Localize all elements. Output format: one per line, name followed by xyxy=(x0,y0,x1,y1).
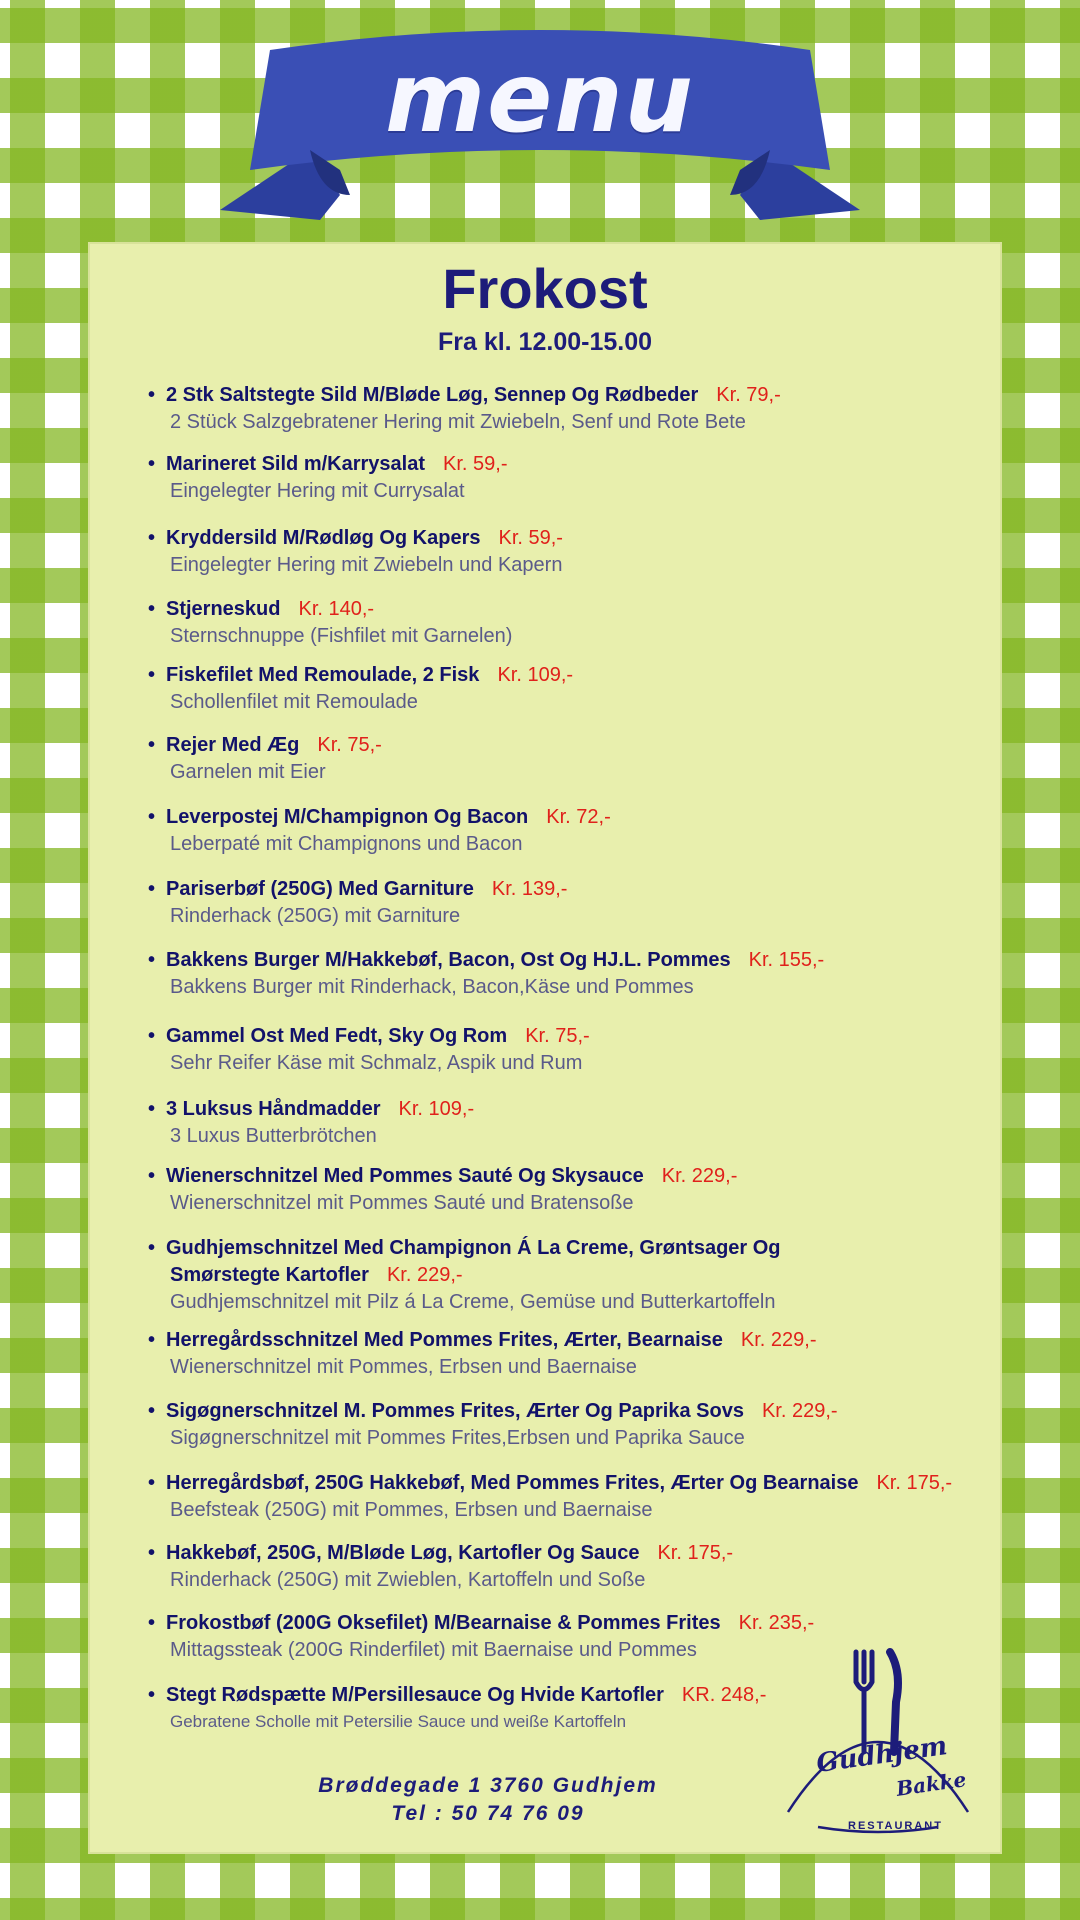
dish-price: Kr. 229,- xyxy=(386,1264,463,1286)
dish-translation: Sternschnuppe (Fishfilet mit Garnelen) xyxy=(170,625,513,647)
dish-translation: Sigøgnerschnitzel mit Pommes Frites,Erbsen und Paprika Sauce xyxy=(170,1427,745,1449)
menu-title: menu xyxy=(385,42,695,154)
dish-name: Kryddersild M/Rødløg Og Kapers xyxy=(166,527,481,549)
dish-price: Kr. 155,- xyxy=(748,949,825,971)
menu-item xyxy=(148,382,978,435)
dish-price: Kr. 175,- xyxy=(657,1542,734,1564)
dish-price: Kr. 109,- xyxy=(497,664,574,686)
dish-name: Bakkens Burger M/Hakkebøf, Bacon, Ost Og HJ.L. Pommes xyxy=(166,949,731,971)
menu-banner xyxy=(200,20,880,240)
menu-item-title xyxy=(148,876,978,903)
menu-item xyxy=(148,596,978,649)
dish-translation: Schollenfilet mit Remoulade xyxy=(170,691,418,713)
dish-translation: Wienerschnitzel mit Pommes, Erbsen und Baernaise xyxy=(170,1356,637,1378)
dish-name: Stjerneskud xyxy=(166,598,281,620)
dish-price: KR. 248,- xyxy=(681,1684,767,1706)
logo-tagline: RESTAURANT xyxy=(848,1820,943,1832)
bullet-icon: • xyxy=(148,1472,156,1494)
dish-price: Kr. 139,- xyxy=(491,878,568,900)
dish-name: Herregårdsschnitzel Med Pommes Frites, Ærter, Bearnaise xyxy=(166,1329,723,1351)
bullet-icon: • xyxy=(148,598,156,620)
dish-price: Kr. 59,- xyxy=(498,527,563,549)
dish-name: Marineret Sild m/Karrysalat xyxy=(166,453,425,475)
bullet-icon: • xyxy=(148,949,156,971)
bullet-icon: • xyxy=(148,1237,156,1259)
menu-item xyxy=(148,876,978,929)
bullet-icon: • xyxy=(148,384,156,406)
menu-item xyxy=(148,947,978,1000)
menu-item xyxy=(148,525,978,578)
bullet-icon: • xyxy=(148,527,156,549)
dish-name: Leverpostej M/Champignon Og Bacon xyxy=(166,806,529,828)
menu-item-title xyxy=(148,1023,978,1050)
menu-item-title xyxy=(148,732,978,759)
page-title: Frokost xyxy=(442,257,648,320)
dish-price: Kr. 79,- xyxy=(716,384,781,406)
dish-name: Sigøgnerschnitzel M. Pommes Frites, Ærter Og Paprika Sovs xyxy=(166,1400,744,1422)
menu-item xyxy=(148,1540,978,1593)
dish-translation: Wienerschnitzel mit Pommes Sauté und Bratensoße xyxy=(170,1192,634,1214)
menu-item xyxy=(148,804,978,857)
dish-name: Frokostbøf (200G Oksefilet) M/Bearnaise & Pommes Frites xyxy=(166,1612,721,1634)
dish-price: Kr. 140,- xyxy=(298,598,375,620)
dish-name-continued: Smørstegte Kartofler xyxy=(170,1264,369,1286)
phone-number: Tel : 50 74 76 09 xyxy=(391,1802,585,1825)
dish-translation: Bakkens Burger mit Rinderhack, Bacon,Käse und Pommes xyxy=(170,976,694,998)
dish-name: Hakkebøf, 250G, M/Bløde Løg, Kartofler Og Sauce xyxy=(166,1542,640,1564)
dish-name: Wienerschnitzel Med Pommes Sauté Og Skysauce xyxy=(166,1165,644,1187)
dish-translation: Garnelen mit Eier xyxy=(170,761,326,783)
menu-item-title xyxy=(148,1096,978,1123)
bullet-icon: • xyxy=(148,734,156,756)
dish-name: Herregårdsbøf, 250G Hakkebøf, Med Pommes Frites, Ærter Og Bearnaise xyxy=(166,1472,859,1494)
menu-item-title xyxy=(148,451,978,478)
bullet-icon: • xyxy=(148,1684,156,1706)
bullet-icon: • xyxy=(148,1098,156,1120)
dish-name: Rejer Med Æg xyxy=(166,734,300,756)
dish-price: Kr. 75,- xyxy=(317,734,382,756)
dish-price: Kr. 72,- xyxy=(546,806,611,828)
dish-translation: Rinderhack (250G) mit Garniture xyxy=(170,905,461,927)
opening-hours: Fra kl. 12.00-15.00 xyxy=(437,328,653,356)
bullet-icon: • xyxy=(148,1329,156,1351)
menu-item xyxy=(148,1470,978,1523)
bullet-icon: • xyxy=(148,664,156,686)
bullet-icon: • xyxy=(148,806,156,828)
bullet-icon: • xyxy=(148,1400,156,1422)
address-block xyxy=(288,1772,688,1828)
dish-name: Gammel Ost Med Fedt, Sky Og Rom xyxy=(166,1025,508,1047)
bullet-icon: • xyxy=(148,1542,156,1564)
menu-item-title xyxy=(148,1235,978,1289)
logo-name-bottom: Bakke xyxy=(894,1767,968,1801)
menu-item-title xyxy=(148,382,978,409)
dish-price: Kr. 229,- xyxy=(740,1329,817,1351)
dish-translation: Sehr Reifer Käse mit Schmalz, Aspik und Rum xyxy=(170,1052,583,1074)
menu-item-title xyxy=(148,804,978,831)
menu-item-title xyxy=(148,525,978,552)
menu-item-title xyxy=(148,1163,978,1190)
menu-item-title xyxy=(148,596,978,623)
dish-translation: Beefsteak (250G) mit Pommes, Erbsen und Baernaise xyxy=(170,1499,653,1521)
bullet-icon: • xyxy=(148,878,156,900)
menu-item-title xyxy=(148,1398,978,1425)
menu-item xyxy=(148,1235,978,1315)
menu-item xyxy=(148,1023,978,1076)
menu-item-title xyxy=(148,1610,978,1637)
menu-item xyxy=(148,732,978,785)
dish-name: Pariserbøf (250G) Med Garniture xyxy=(166,878,474,900)
menu-item-title xyxy=(148,662,978,689)
dish-translation: Leberpaté mit Champignons und Bacon xyxy=(170,833,523,855)
dish-name: 3 Luksus Håndmadder xyxy=(166,1098,381,1120)
dish-translation: Eingelegter Hering mit Currysalat xyxy=(170,480,465,502)
dish-price: Kr. 109,- xyxy=(398,1098,475,1120)
dish-price: Kr. 175,- xyxy=(876,1472,953,1494)
bullet-icon: • xyxy=(148,1025,156,1047)
dish-name: 2 Stk Saltstegte Sild M/Bløde Løg, Sennep Og Rødbeder xyxy=(166,384,699,406)
menu-item xyxy=(148,1327,978,1380)
bullet-icon: • xyxy=(148,1612,156,1634)
menu-item xyxy=(148,1096,978,1149)
menu-item xyxy=(148,451,978,504)
dish-translation: Eingelegter Hering mit Zwiebeln und Kapern xyxy=(170,554,563,576)
dish-name: Stegt Rødspætte M/Persillesauce Og Hvide Kartofler xyxy=(166,1684,664,1706)
menu-item-title xyxy=(148,1540,978,1567)
dish-price: Kr. 59,- xyxy=(443,453,508,475)
dish-translation: 2 Stück Salzgebratener Hering mit Zwiebeln, Senf und Rote Bete xyxy=(170,411,746,433)
dish-name: Gudhjemschnitzel Med Champignon Á La Creme, Grøntsager Og xyxy=(166,1237,781,1259)
dish-translation: 3 Luxus Butterbrötchen xyxy=(170,1125,377,1147)
dish-price: Kr. 235,- xyxy=(738,1612,815,1634)
menu-item-title xyxy=(148,1327,978,1354)
menu-item xyxy=(148,1163,978,1216)
dish-translation: Mittagssteak (200G Rinderfilet) mit Baernaise und Pommes xyxy=(170,1639,697,1661)
dish-translation: Rinderhack (250G) mit Zwieblen, Kartoffeln und Soße xyxy=(170,1569,646,1591)
dish-price: Kr. 229,- xyxy=(761,1400,838,1422)
restaurant-logo xyxy=(778,1642,978,1842)
menu-item xyxy=(148,662,978,715)
bullet-icon: • xyxy=(148,1165,156,1187)
dish-translation: Gudhjemschnitzel mit Pilz á La Creme, Gemüse und Butterkartoffeln xyxy=(170,1291,776,1313)
dish-price: Kr. 229,- xyxy=(661,1165,738,1187)
menu-item xyxy=(148,1398,978,1451)
street-address: Brøddegade 1 3760 Gudhjem xyxy=(318,1774,658,1797)
bullet-icon: • xyxy=(148,453,156,475)
dish-price: Kr. 75,- xyxy=(525,1025,590,1047)
logo-name-top: Gudhjem xyxy=(814,1730,950,1780)
dish-translation: Gebratene Scholle mit Petersilie Sauce und weiße Kartoffeln xyxy=(170,1712,627,1731)
dish-name: Fiskefilet Med Remoulade, 2 Fisk xyxy=(166,664,480,686)
menu-item-title xyxy=(148,1470,978,1497)
menu-item-title xyxy=(148,947,978,974)
menu-card xyxy=(88,242,1002,1854)
